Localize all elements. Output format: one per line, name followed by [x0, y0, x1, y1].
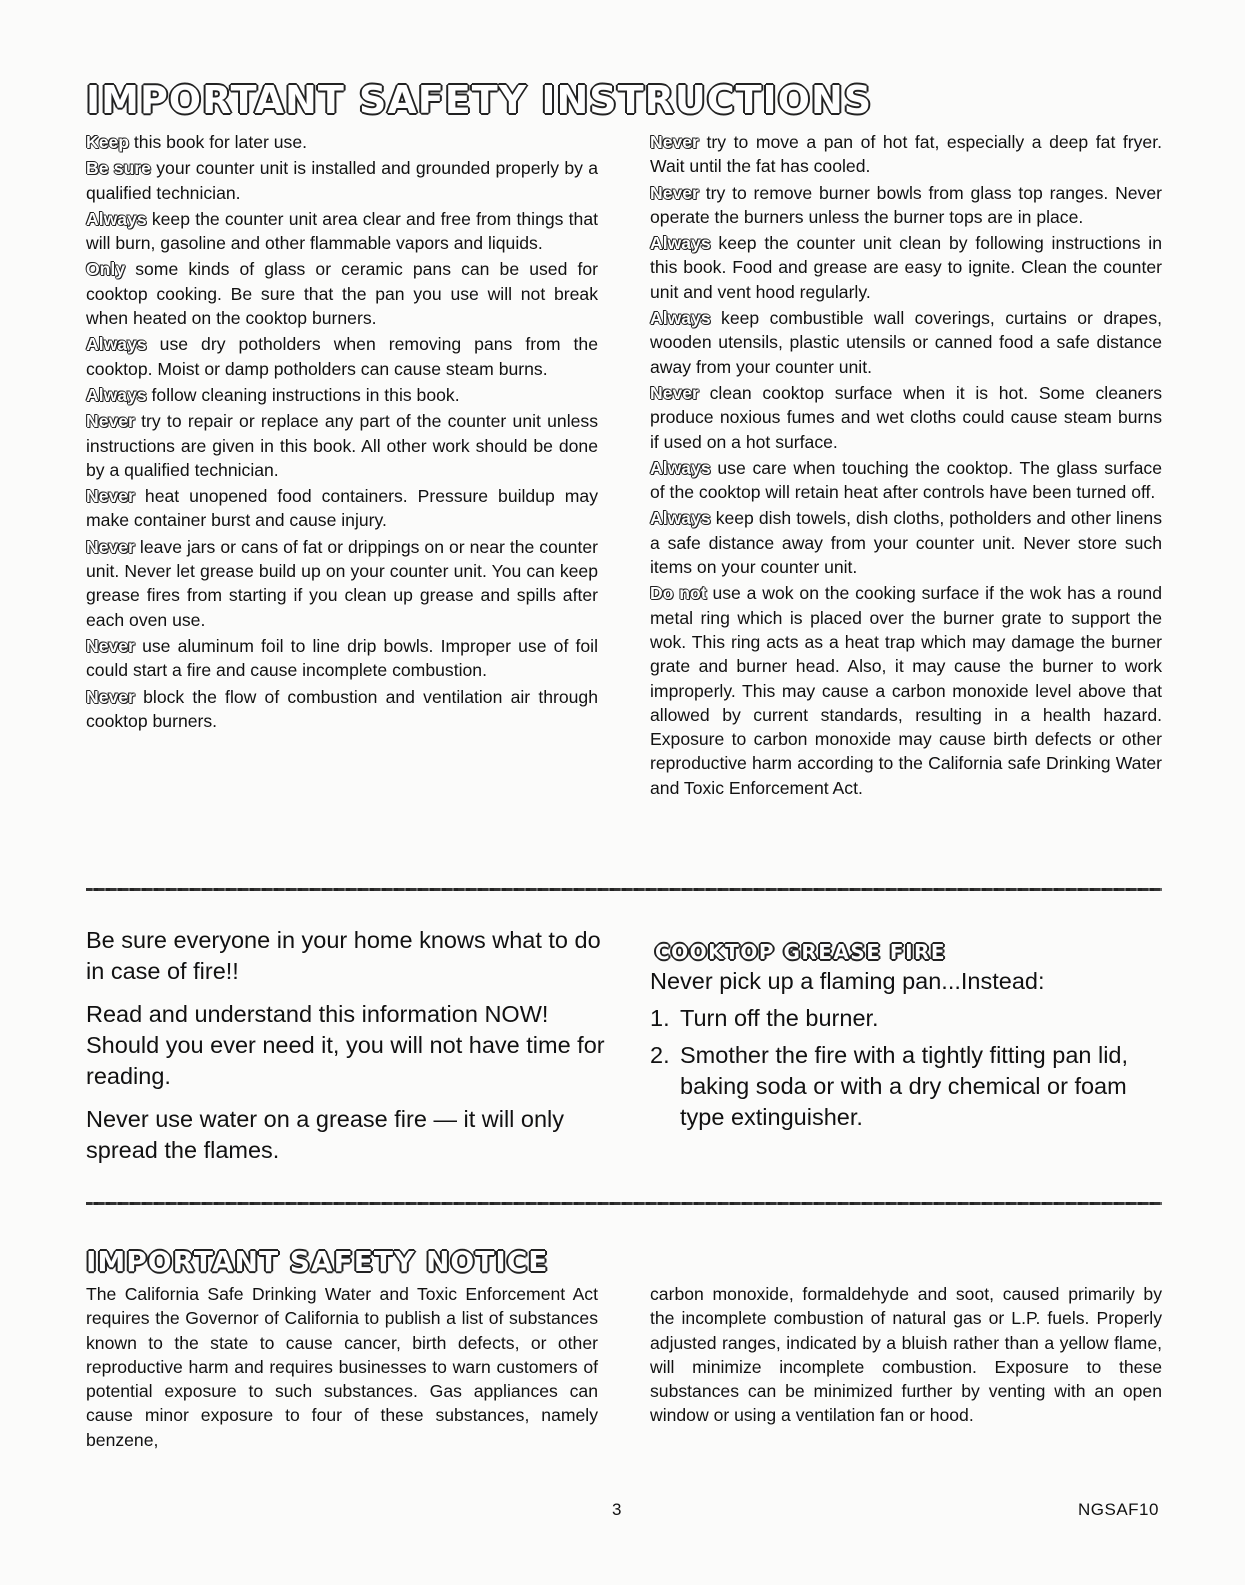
instruction-keyword: Never [650, 182, 699, 203]
instruction-item [650, 130, 1162, 179]
instruction-text: keep combustible wall coverings, curtains or drapes, wooden utensils, plastic utensils or canned food a safe distance away from your counter unit. [650, 308, 1162, 377]
instruction-item [86, 156, 598, 205]
fire-warning-column [86, 925, 606, 1178]
instruction-item [650, 381, 1162, 454]
notice-right-column [650, 1282, 1162, 1428]
instruction-keyword: Always [86, 334, 147, 355]
instruction-item [86, 383, 598, 407]
instruction-text: clean cooktop surface when it is hot. Some cleaners produce noxious fumes and wet cloths could cause steam burns if used on a hot surface. [650, 382, 1162, 452]
instruction-item [650, 306, 1162, 379]
instruction-item [86, 634, 598, 683]
instruction-keyword: Be sure [86, 158, 151, 179]
fire-warning-text: Read and understand this information NOW! Should you ever need it, you will not have time for reading. [86, 1001, 605, 1089]
grease-fire-steps [650, 1003, 1170, 1133]
instruction-text: use aluminum foil to line drip bowls. Improper use of foil could start a fire and cause incomplete combustion. [86, 635, 598, 681]
right-instructions-column [650, 130, 1162, 802]
instruction-text: this book for later use. [129, 132, 308, 152]
notice-text: The California Safe Drinking Water and Toxic Enforcement Act requires the Governor of California to publish a list of substances known to the state to cause cancer, birth defects, or other reproductive harm and requires businesses to warn customers of potential exposure to such substances. Gas appliances can cause minor exposure to four of these substances, namely benzene, [86, 1284, 598, 1450]
instruction-text: use care when touching the cooktop. The glass surface of the cooktop will retain heat after controls have been turned off. [650, 457, 1162, 503]
notice-left-column [86, 1282, 598, 1452]
instruction-item [650, 581, 1162, 800]
instruction-keyword: Always [86, 384, 147, 405]
instruction-text: try to remove burner bowls from glass top ranges. Never operate the burners unless the burner tops are in place. [650, 182, 1162, 227]
instruction-item [650, 506, 1162, 579]
instruction-keyword: Never [650, 382, 699, 403]
instruction-text: your counter unit is installed and grounded properly by a qualified technician. [86, 158, 598, 203]
list-item [650, 1040, 1170, 1133]
notice-heading: IMPORTANT SAFETY NOTICE [86, 1245, 549, 1278]
grease-fire-intro: Never pick up a flaming pan...Instead: [650, 968, 1045, 994]
instruction-item [86, 685, 598, 734]
instruction-keyword: Never [86, 635, 135, 656]
instruction-item [86, 535, 598, 632]
fire-warning-text: Never use water on a grease fire — it will only spread the flames. [86, 1106, 565, 1163]
instruction-keyword: Never [86, 536, 135, 557]
instruction-keyword: Never [86, 686, 135, 707]
main-heading: IMPORTANT SAFETY INSTRUCTIONS [86, 78, 873, 122]
instruction-text: follow cleaning instructions in this book. [146, 384, 460, 405]
instruction-item [86, 257, 598, 330]
instruction-text: use a wok on the cooking surface if the wok has a round metal ring which is placed over the burner grate to support the wok. This ring acts as a heat trap which may damage the burner grate and burner head. Also, it may cause the burner to work improperly. This may cause a carbon monoxide level above that allowed by current standards, resulting in a health hazard. Exposure to carbon monoxide may cause birth defects or other reproductive harm according to the California safe Drinking Water and Toxic Enforcement Act. [650, 583, 1162, 798]
instruction-keyword: Always [650, 233, 711, 254]
instruction-keyword: Always [650, 308, 711, 329]
instruction-text: keep the counter unit clean by following instructions in this book. Food and grease are easy to ignite. Clean the counter unit and vent hood regularly. [650, 233, 1162, 302]
instruction-text: block the flow of combustion and ventilation air through cooktop burners. [86, 686, 598, 731]
instruction-item [86, 484, 598, 533]
grease-fire-column [650, 966, 1170, 1139]
instruction-text: leave jars or cans of fat or drippings on or near the counter unit. Never let grease build up on your counter unit. You can keep grease fires from starting if you clean up grease and spills after each oven use. [86, 536, 598, 630]
fire-warning-text: Be sure everyone in your home knows what to do in case of fire!! [86, 927, 601, 984]
instruction-keyword: Only [86, 259, 126, 280]
instruction-text: use dry potholders when removing pans from the cooktop. Moist or damp potholders can cause steam burns. [86, 334, 598, 379]
instruction-text: keep dish towels, dish cloths, potholders and other linens a safe distance away from your counter unit. Never store such items on your counter unit. [650, 508, 1162, 578]
instruction-item [86, 207, 598, 256]
document-code: NGSAF10 [1078, 1500, 1159, 1519]
instruction-keyword: Never [650, 132, 699, 152]
instruction-keyword: Never [86, 486, 135, 507]
list-item [650, 1003, 1170, 1034]
instruction-item [650, 181, 1162, 230]
step-text: Turn off the burner. [680, 1005, 879, 1031]
instruction-keyword: Always [650, 508, 711, 529]
instruction-keyword: Never [86, 411, 135, 432]
instruction-keyword: Keep [86, 132, 130, 152]
notice-text: carbon monoxide, formaldehyde and soot, caused primarily by the incomplete combustion of natural gas or L.P. fuels. Properly adjusted ranges, indicated by a bluish rather than a yellow flame, will minimize incomplete combustion. Exposure to these substances can be minimized further by venting with an open window or using a ventilation fan or hood. [650, 1284, 1162, 1426]
instruction-text: try to move a pan of hot fat, especially a deep fat fryer. Wait until the fat has cooled. [650, 132, 1162, 177]
step-number: 1. [650, 1005, 670, 1031]
instruction-item [86, 130, 598, 154]
instruction-item [650, 231, 1162, 304]
instruction-item [650, 456, 1162, 505]
instruction-text: some kinds of glass or ceramic pans can be used for cooktop cooking. Be sure that the pan you use will not break when heated on the cooktop burners. [86, 259, 598, 329]
instruction-text: heat unopened food containers. Pressure buildup may make container burst and cause injury. [86, 486, 598, 531]
instruction-text: keep the counter unit area clear and free from things that will burn, gasoline and other flammable vapors and liquids. [86, 208, 598, 254]
instruction-keyword: Always [650, 457, 711, 478]
page-number: 3 [612, 1500, 622, 1519]
section-divider [86, 888, 1162, 891]
grease-fire-heading: COOKTOP GREASE FIRE [655, 940, 947, 964]
instruction-text: try to repair or replace any part of the counter unit unless instructions are given in this book. All other work should be done by a qualified technician. [86, 411, 598, 480]
step-text: Smother the fire with a tightly fitting pan lid, baking soda or with a dry chemical or foam type extinguisher. [680, 1042, 1129, 1130]
instruction-keyword: Always [86, 208, 147, 229]
instruction-item [86, 409, 598, 482]
section-divider [86, 1202, 1162, 1205]
left-instructions-column [86, 130, 598, 735]
instruction-item [86, 332, 598, 381]
instruction-keyword: Do not [650, 583, 707, 604]
step-number: 2. [650, 1042, 670, 1068]
